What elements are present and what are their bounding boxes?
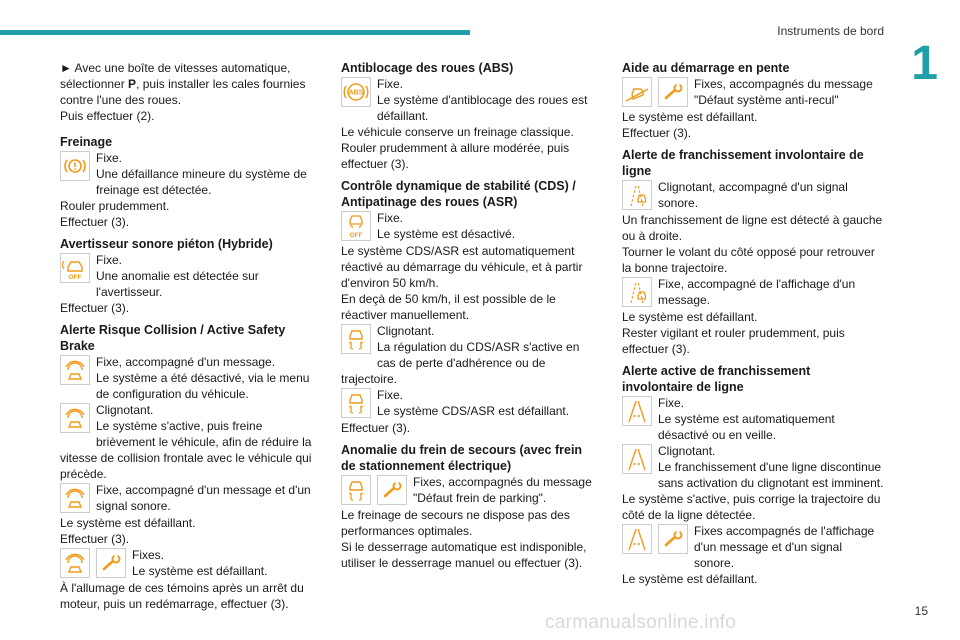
section-title-active-ligne: Alerte active de franchissement involontaire de ligne [622, 364, 811, 394]
warning-entry: Clignotant. La régulation du CDS/ASR s'active en cas de perte d'adhérence ou de trajectoire. [341, 324, 580, 386]
section-title-pente: Aide au démarrage en pente [622, 61, 790, 75]
column-3: Aide au démarrage en pente Fixes, accompagnés du message "Défaut système anti-recul" Le système est défaillant. Effectuer (3). Alerte de franchissement involontaire de ligne Clignotant, accompagné d'un signal sonore. Un franchissement de ligne est détecté à gauche ou à droite. Tourner le volant du côté opposé pour retrouver la bonne trajectoire. Fixe, accompagné de l'affichage d'un message. Le système est défaillant. Rester vigilant et rouler prudemment, puis effectuer (3). Alerte active de franchissement involontaire de ligne Fixe. Le système est automatiquement désactivé ou en veille. Clignotant. Le franchissement d'une ligne discontinue sans activation du clignotant est imminent. Le système s'active, puis corrige la trajectoire du côté de la ligne détectée. Fixes accompagnés de l'affichage d'un message et d'un signal sonore. Le système est défaillant. [622, 61, 884, 586]
warning-entry: Fixes. Le système est défaillant. [60, 547, 318, 580]
warning-entry: Fixe. Le système est désactivé. [341, 210, 599, 243]
collision-alert-icon [60, 355, 90, 385]
chapter-number: 1 [911, 37, 938, 90]
warning-entry: Fixes accompagnés de l'affichage d'un message et d'un signal sonore. [622, 523, 884, 571]
wrench-icon [658, 524, 688, 554]
warning-entry: Fixe, accompagné de l'affichage d'un message. [622, 276, 884, 309]
column-2: Antiblocage des roues (ABS) Fixe. Le système d'antiblocage des roues est défaillant. Le véhicule conserve un freinage classique. Rouler prudemment à allure modérée, puis effectuer (3). Contrôle dynamique de stabilité (CDS) / Antipatinage des roues (ASR) Fixe. Le système est désactivé. Le système CDS/ASR est automatiquement réactivé au démarrage du véhicule, et à partir d'environ 50 km/h. En deçà de 50 km/h, il est possible de le réactiver manuellement. Clignotant. La régulation du CDS/ASR s'active en cas de perte d'adhérence ou de trajectoire. Fixe. Le système CDS/ASR est défaillant. Effectuer (3). Anomalie du frein de secours (avec frein de stationnement électrique) Fixes, accompagnés du message "Défaut frein de parking". Le freinage de secours ne dispose pas des performances optimales. Si le desserrage automatique est indisponible, utiliser le desserrage manuel ou effectuer (3). [341, 60, 599, 571]
warning-entry: Clignotant, accompagné d'un signal sonore. [622, 179, 884, 212]
collision-alert-icon [60, 548, 90, 578]
warning-entry: Fixe. Une anomalie est détectée sur l'avertisseur. [60, 252, 318, 300]
wrench-icon [658, 77, 688, 107]
section-title-collision: Alerte Risque Collision / Active Safety Brake [60, 323, 286, 353]
abs-icon [341, 77, 371, 107]
section-title-abs: Antiblocage des roues (ABS) [341, 61, 514, 75]
stability-control-icon [341, 475, 371, 505]
stability-control-icon [341, 388, 371, 418]
warning-entry: Fixe, accompagné d'un message et d'un signal sonore. [60, 482, 318, 515]
intro-step: Puis effectuer (2). [60, 109, 155, 123]
warning-entry: Fixe. Une défaillance mineure du système de freinage est détectée. [60, 150, 318, 198]
collision-alert-icon [60, 403, 90, 433]
active-lane-keep-icon [622, 524, 652, 554]
lane-departure-icon [622, 180, 652, 210]
warning-entry: Clignotant. Le franchissement d'une ligne discontinue sans activation du clignotant est imminent. [622, 443, 884, 491]
section-title-pieton: Avertisseur sonore piéton (Hybride) [60, 237, 273, 251]
active-lane-keep-icon [622, 444, 652, 474]
active-lane-keep-icon [622, 396, 652, 426]
column-1: ► Avec une boîte de vitesses automatique, sélectionner P, puis installer les cales fournies contre l'une des roues. Puis effectuer (2). Freinage Fixe. Une défaillance mineure du système de freinage est détectée. Rouler prudemment. Effectuer (3). Avertisseur sonore piéton (Hybride) Fixe. Une anomalie est détectée sur l'avertisseur. Effectuer (3). Alerte Risque Collision / Active Safety Brake Fixe, accompagné d'un message. Le système a été désactivé, via le menu de configuration du véhicule. Clignotant. Le système s'active, puis freine brièvement le véhicule, afin de réduire la vitesse de collision frontale avec le véhicule qui précède. Fixe, accompagné d'un message et d'un signal sonore. Le système est défaillant. Effectuer (3). Fixes. Le système est défaillant. À l'allumage de ces témoins après un arrêt du moteur, puis un redémarrage, effectuer (3). [60, 60, 318, 612]
section-title-frein-secours: Anomalie du frein de secours (avec frein de stationnement électrique) [341, 443, 583, 473]
hill-start-icon [622, 77, 652, 107]
warning-entry: Fixe. Le système est automatiquement désactivé ou en veille. [622, 395, 884, 443]
intro-text: ► Avec une boîte de vitesses automatique, sélectionner P, puis installer les cales fournies contre l'une des roues. [60, 61, 306, 107]
brake-warning-icon [60, 151, 90, 181]
warning-entry: Fixe, accompagné d'un message. Le système a été désactivé, via le menu de configuration du véhicule. [60, 354, 318, 402]
page-header-title: Instruments de bord [777, 24, 884, 38]
stability-control-icon [341, 324, 371, 354]
wrench-icon [377, 475, 407, 505]
warning-entry: Clignotant. Le système s'active, puis freine brièvement le véhicule, afin de réduire la vitesse de collision frontale avec le véhicule qui précède. [60, 403, 312, 481]
lane-departure-icon [622, 277, 652, 307]
collision-alert-icon [60, 483, 90, 513]
wrench-icon [96, 548, 126, 578]
section-title-ligne: Alerte de franchissement involontaire de ligne [622, 148, 864, 178]
warning-entry: Fixe. Le système CDS/ASR est défaillant. [341, 387, 599, 420]
pedestrian-horn-off-icon [60, 253, 90, 283]
page-number: 15 [914, 604, 928, 618]
warning-entry: Fixe. Le système d'antiblocage des roues est défaillant. [341, 76, 599, 124]
warning-entry: Fixes, accompagnés du message "Défaut frein de parking". [341, 474, 599, 507]
top-accent-bar [0, 30, 470, 35]
section-title-freinage: Freinage [60, 135, 113, 149]
stability-off-icon [341, 211, 371, 241]
watermark: carmanualsonline.info [545, 612, 737, 633]
section-title-cds: Contrôle dynamique de stabilité (CDS) / Antipatinage des roues (ASR) [341, 179, 576, 209]
warning-entry: Fixes, accompagnés du message "Défaut système anti-recul" [622, 76, 884, 109]
